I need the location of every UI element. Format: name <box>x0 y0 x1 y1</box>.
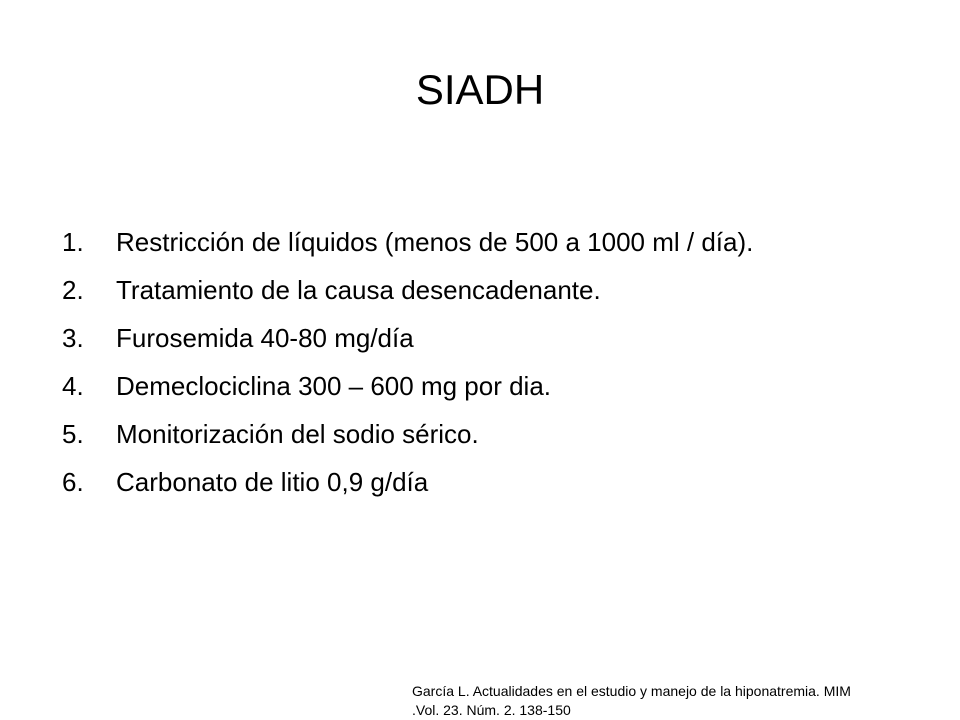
list-item-number: 5. <box>62 419 84 449</box>
list-item <box>62 218 753 266</box>
numbered-list <box>62 218 753 506</box>
list-item-number: 1. <box>62 227 84 257</box>
list-item-number: 4. <box>62 371 84 401</box>
list-item <box>62 314 753 362</box>
list-item-text: Carbonato de litio 0,9 g/día <box>116 467 429 497</box>
list-item-text: Furosemida 40-80 mg/día <box>116 323 414 353</box>
list-item-text: Demeclociclina 300 – 600 mg por dia. <box>116 371 552 401</box>
slide-title: SIADH <box>415 66 545 113</box>
list-item <box>62 362 753 410</box>
list-item-text: Monitorización del sodio sérico. <box>116 419 479 449</box>
list-item-text: Restricción de líquidos (menos de 500 a 1000 ml / día). <box>116 227 754 257</box>
list-item <box>62 458 753 506</box>
list-item-text: Tratamiento de la causa desencadenante. <box>116 275 601 305</box>
list-item-number: 3. <box>62 323 84 353</box>
list-item <box>62 410 753 458</box>
citation <box>412 682 932 720</box>
list-item <box>62 266 753 314</box>
list-item-number: 6. <box>62 467 84 497</box>
citation-line: .Vol. 23. Núm. 2. 138-150 <box>412 702 571 718</box>
citation-line: García L. Actualidades en el estudio y manejo de la hiponatremia. MIM <box>412 683 851 699</box>
list-item-number: 2. <box>62 275 84 305</box>
